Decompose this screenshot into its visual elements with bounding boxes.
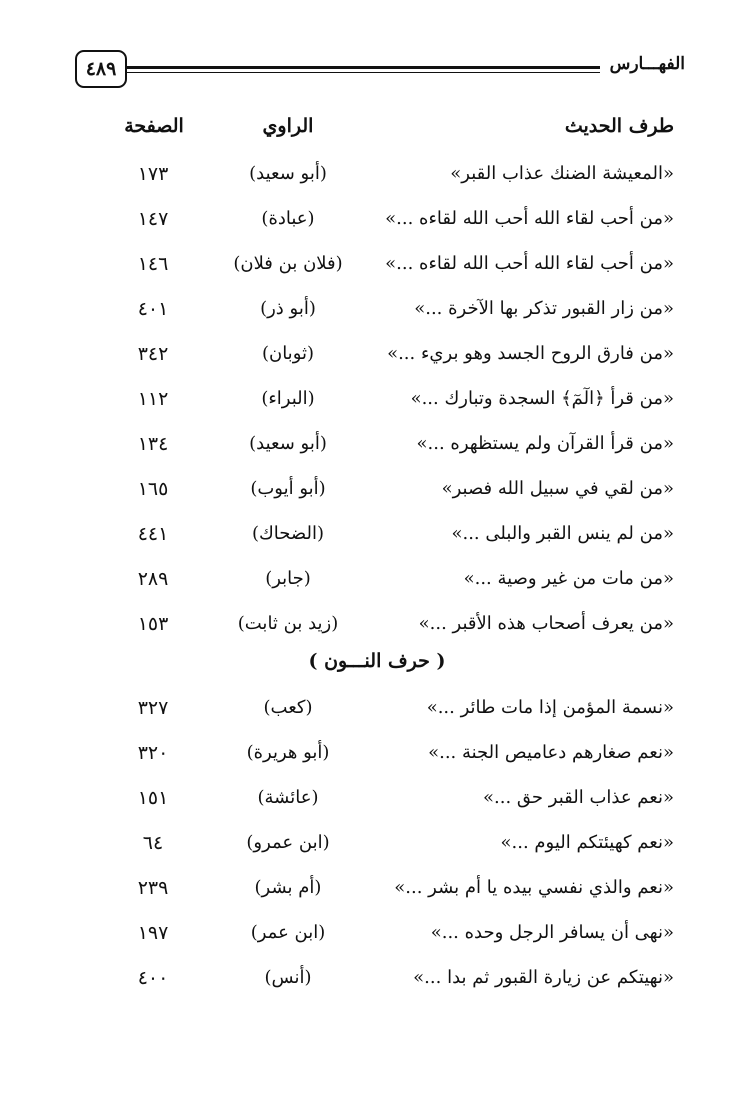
row-page: ٤٠٠ <box>137 967 169 989</box>
row-page: ١٥٣ <box>137 613 169 635</box>
row-hadith: «من قرأ ﴿الٓمٓ﴾ السجدة وتبارك ...» <box>410 388 674 409</box>
table-row <box>0 734 754 779</box>
row-narrator: (أبو أيوب) <box>250 478 326 499</box>
row-page: ٤٠١ <box>137 298 169 320</box>
row-hadith: «نعم عذاب القبر حق ...» <box>483 787 674 808</box>
page-header <box>75 50 685 90</box>
row-narrator: (أبو سعيد) <box>249 433 327 454</box>
index-table-section-2 <box>0 689 754 1004</box>
row-narrator: (فلان بن فلان) <box>233 253 343 274</box>
row-page: ١٥١ <box>137 787 169 809</box>
row-page: ٣٢٠ <box>137 742 169 764</box>
table-row <box>0 335 754 380</box>
row-page: ١٤٦ <box>137 253 169 275</box>
row-narrator: (أبو ذر) <box>260 298 316 319</box>
row-narrator: (البراء) <box>261 388 315 409</box>
section-title: ( حرف النـــون ) <box>308 650 446 672</box>
table-row <box>0 245 754 290</box>
row-hadith: «من زار القبور تذكر بها الآخرة ...» <box>414 298 674 319</box>
table-row <box>0 290 754 335</box>
table-row <box>0 380 754 425</box>
row-narrator: (كعب) <box>263 697 313 718</box>
row-hadith: «نعم صغارهم دعاميص الجنة ...» <box>428 742 674 763</box>
row-narrator: (ابن عمرو) <box>246 832 330 853</box>
row-hadith: «نهى أن يسافر الرجل وحده ...» <box>430 922 674 943</box>
table-row <box>0 779 754 824</box>
row-page: ١١٢ <box>137 388 169 410</box>
table-row <box>0 869 754 914</box>
table-row <box>0 959 754 1004</box>
row-hadith: «من قرأ القرآن ولم يستظهره ...» <box>416 433 674 454</box>
row-hadith: «نعم كهيئتكم اليوم ...» <box>500 832 674 853</box>
row-narrator: (أنس) <box>264 967 312 988</box>
row-page: ١٧٣ <box>137 163 169 185</box>
column-header-narrator: الراوي <box>262 115 314 137</box>
table-row <box>0 155 754 200</box>
row-narrator: (أبو هريرة) <box>246 742 330 763</box>
row-page: ١٣٤ <box>137 433 169 455</box>
row-page: ٦٤ <box>142 832 164 854</box>
row-narrator: (عبادة) <box>261 208 315 229</box>
row-hadith: «نسمة المؤمن إذا مات طائر ...» <box>426 697 674 718</box>
row-hadith: «نعم والذي نفسي بيده يا أم بشر ...» <box>394 877 674 898</box>
row-hadith: «من فارق الروح الجسد وهو بريء ...» <box>387 343 674 364</box>
running-title: الفهـــارس <box>600 54 685 74</box>
row-hadith: «من أحب لقاء الله أحب الله لقاءه ...» <box>385 253 674 274</box>
row-hadith: «نهيتكم عن زيارة القبور ثم بدا ...» <box>413 967 674 988</box>
table-row <box>0 560 754 605</box>
row-hadith: «من لقي في سبيل الله فصبر» <box>441 478 674 499</box>
table-row <box>0 425 754 470</box>
row-narrator: (ابن عمر) <box>250 922 326 943</box>
table-row <box>0 470 754 515</box>
row-page: ٤٤١ <box>137 523 169 545</box>
row-narrator: (الضحاك) <box>251 523 325 544</box>
table-row <box>0 515 754 560</box>
row-hadith: «من لم ينس القبر والبلى ...» <box>451 523 674 544</box>
row-page: ٣٤٢ <box>137 343 169 365</box>
row-hadith: «من أحب لقاء الله أحب الله لقاءه ...» <box>385 208 674 229</box>
row-narrator: (جابر) <box>265 568 311 589</box>
row-page: ٣٢٧ <box>137 697 169 719</box>
table-row <box>0 605 754 650</box>
row-page: ١٦٥ <box>137 478 169 500</box>
row-page: ٢٣٩ <box>137 877 169 899</box>
table-row <box>0 200 754 245</box>
index-table <box>0 155 754 650</box>
row-page: ١٩٧ <box>137 922 169 944</box>
row-narrator: (أم بشر) <box>254 877 322 898</box>
table-row <box>0 824 754 869</box>
column-headers <box>0 115 754 149</box>
column-header-page: الصفحة <box>124 115 184 137</box>
column-header-hadith: طرف الحديث <box>564 115 674 137</box>
row-hadith: «من مات من غير وصية ...» <box>463 568 674 589</box>
row-page: ١٤٧ <box>137 208 169 230</box>
row-narrator: (ثوبان) <box>261 343 315 364</box>
row-hadith: «المعيشة الضنك عذاب القبر» <box>450 163 674 184</box>
table-row <box>0 689 754 734</box>
table-row <box>0 914 754 959</box>
row-page: ٢٨٩ <box>137 568 169 590</box>
row-narrator: (عائشة) <box>257 787 319 808</box>
row-hadith: «من يعرف أصحاب هذه الأقبر ...» <box>418 613 674 634</box>
page-number: ٤٨٩ <box>75 50 127 88</box>
row-narrator: (أبو سعيد) <box>249 163 327 184</box>
row-narrator: (زيد بن ثابت) <box>237 613 339 634</box>
